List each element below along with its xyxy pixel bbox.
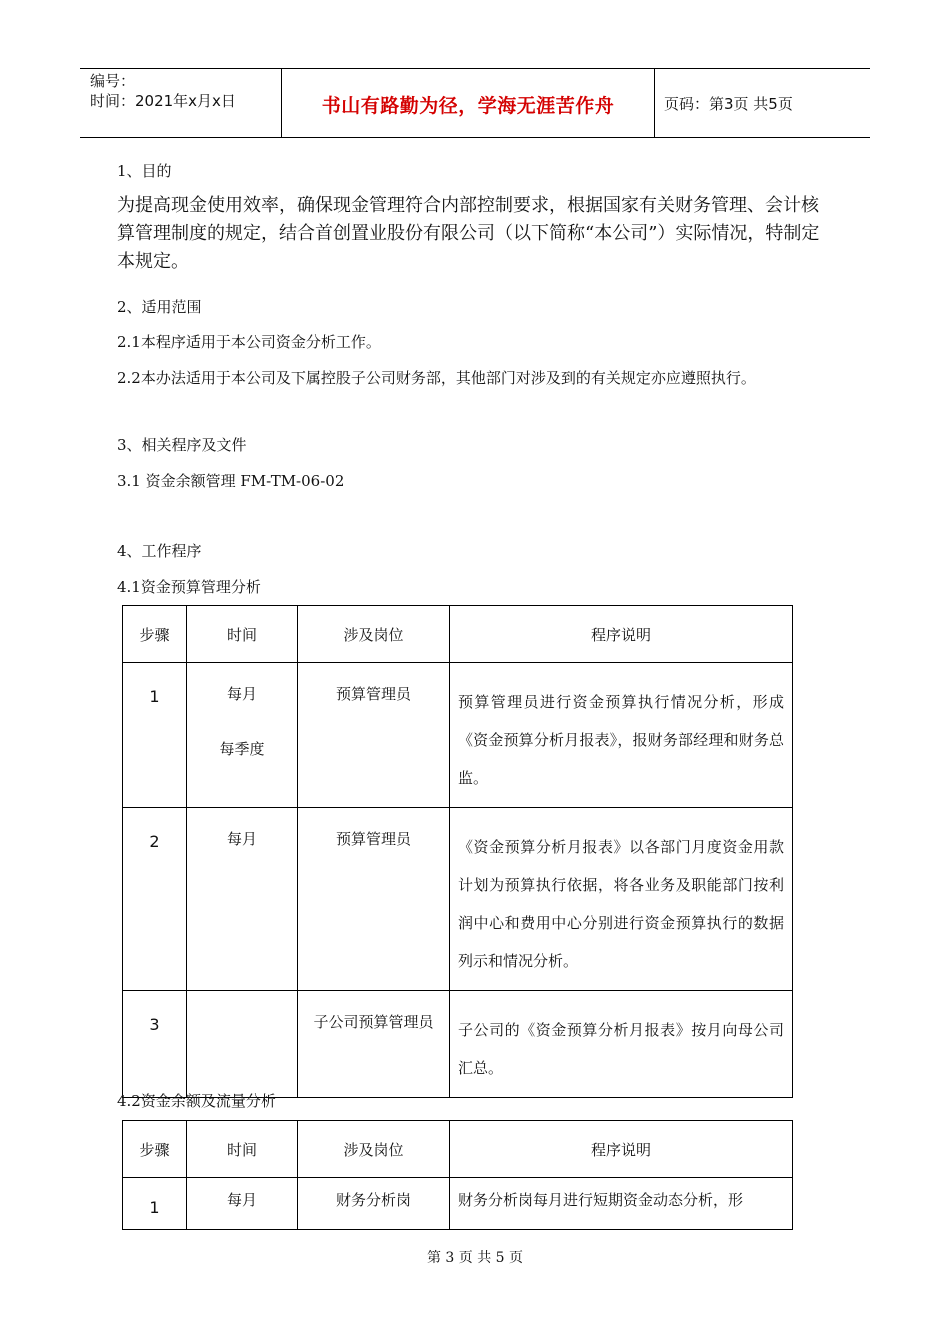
section-2-item-1: 2.1本程序适用于本公司资金分析工作。 <box>117 333 381 351</box>
post-value: 预算管理员 <box>335 685 411 703</box>
post-cell <box>298 1178 450 1230</box>
desc-cell: 预算管理员进行资金预算执行情况分析，形成《资金预算分析月报表》，报财务部经理和财务总监。 <box>450 663 793 808</box>
section-1-title: 1、目的 <box>117 162 172 180</box>
page-footer: 第 3 页 共 5 页 <box>426 1250 524 1266</box>
col-header-post: 涉及岗位 <box>298 606 450 663</box>
table-header-row <box>123 606 793 663</box>
document-header <box>80 68 870 138</box>
header-left-info <box>90 71 236 111</box>
table-row <box>123 1178 793 1230</box>
desc-cell: 子公司的《资金预算分析月报表》按月向母公司汇总。 <box>450 991 793 1098</box>
section-4-title: 4、工作程序 <box>117 542 202 560</box>
desc-cell: 《资金预算分析月报表》以各部门月度资金用款计划为预算执行依据，将各业务及职能部门按利润中心和费用中心分别进行资金预算执行的数据列示和情况分析。 <box>450 808 793 991</box>
post-value: 预算管理员 <box>335 830 411 848</box>
header-motto: 书山有路勤为径，学海无涯苦作舟 <box>321 95 615 117</box>
header-number-label: 编号： <box>90 72 136 90</box>
section-2-title: 2、适用范围 <box>117 298 202 316</box>
post-cell <box>298 663 450 808</box>
step-number: 2 <box>123 808 187 991</box>
col-header-time: 时间 <box>187 606 298 663</box>
section-3-title: 3、相关程序及文件 <box>117 436 247 454</box>
table-header-row <box>123 1121 793 1178</box>
time-cell <box>187 808 298 991</box>
col-header-desc: 程序说明 <box>450 1121 793 1178</box>
header-page-label: 页码：第3页 共5页 <box>664 95 793 113</box>
section-1-body: 为提高现金使用效率，确保现金管理符合内部控制要求，根据国家有关财务管理、会计核算管理制度的规定，结合首创置业股份有限公司（以下简称“本公司”）实际情况，特制定本规定。 <box>117 195 820 272</box>
time-value: 每月 <box>226 685 257 703</box>
col-header-post: 涉及岗位 <box>298 1121 450 1178</box>
step-number: 1 <box>123 1178 187 1230</box>
col-header-desc: 程序说明 <box>450 606 793 663</box>
step-number: 1 <box>123 663 187 808</box>
section-2-item-2: 2.2本办法适用于本公司及下属控股子公司财务部，其他部门对涉及到的有关规定亦应遵照执行。 <box>117 369 756 387</box>
col-header-step: 步骤 <box>123 606 187 663</box>
post-value: 子公司预算管理员 <box>313 1013 434 1031</box>
time-value: 每月 <box>226 830 257 848</box>
time-value: 每季度 <box>219 740 265 758</box>
time-cell <box>187 1178 298 1230</box>
section-4-2-title: 4.2资金余额及流量分析 <box>117 1092 276 1110</box>
section-4-1-title: 4.1资金预算管理分析 <box>117 578 261 596</box>
time-cell <box>187 663 298 808</box>
table-row <box>123 808 793 991</box>
time-cell <box>187 991 298 1098</box>
balance-flow-table <box>122 1120 793 1230</box>
step-number: 3 <box>123 991 187 1098</box>
post-value: 财务分析岗 <box>335 1191 411 1209</box>
col-header-step: 步骤 <box>123 1121 187 1178</box>
header-divider <box>654 69 655 137</box>
time-value: 每月 <box>226 1191 257 1209</box>
col-header-time: 时间 <box>187 1121 298 1178</box>
header-time-label: 时间：2021年x月x日 <box>90 92 236 110</box>
table-row <box>123 991 793 1098</box>
section-3-item-1: 3.1 资金余额管理 FM-TM-06-02 <box>117 472 345 490</box>
table-row <box>123 663 793 808</box>
post-cell <box>298 808 450 991</box>
desc-cell: 财务分析岗每月进行短期资金动态分析，形 <box>450 1178 793 1230</box>
budget-analysis-table <box>122 605 793 1098</box>
post-cell <box>298 991 450 1098</box>
